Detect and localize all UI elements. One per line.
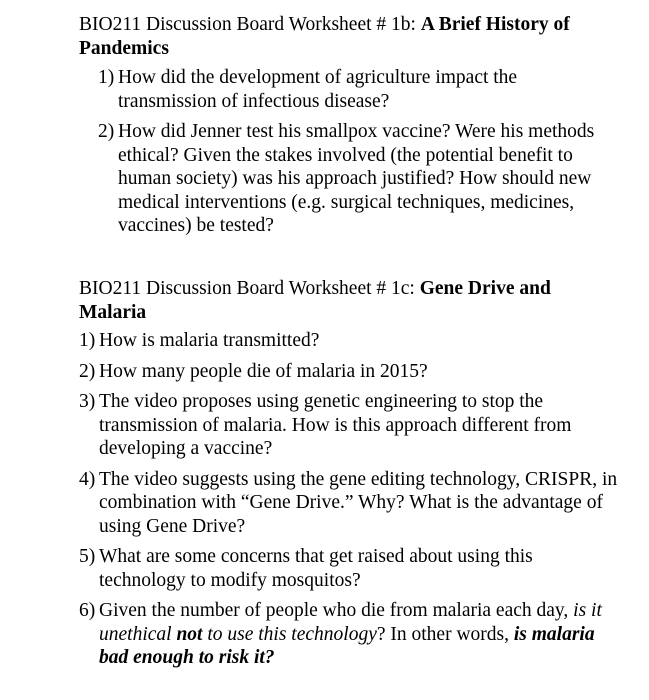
question-text-italic-2: to use this technology [202, 623, 377, 645]
question-text-italic-1: is it unethical [99, 600, 602, 645]
question-text-intro: Given the number of people who die from malaria each day, [99, 600, 574, 621]
question-number: 2) [98, 121, 115, 142]
question-text [99, 600, 602, 668]
worksheet-1c-question-6 [79, 599, 619, 670]
question-number: 2) [79, 360, 96, 382]
question-text: How did Jenner test his smallpox vaccine? Were his methods ethical? Given the stakes involved (the potential benefit to human society) was his approach justified? How should new medical interventions (e.g. surgical techniques, medicines, vaccines) be tested? [118, 121, 595, 236]
question-text: How did the development of agriculture impact the transmission of infectious disease? [118, 67, 518, 112]
question-text-plain: ? In other words, [376, 623, 514, 645]
question-number: 1) [98, 67, 115, 88]
worksheet-1b-question-2 [98, 120, 619, 238]
worksheet-1c-question-1 [79, 329, 619, 353]
worksheet-1b-heading [79, 13, 619, 60]
question-number: 6) [79, 600, 96, 621]
worksheet-1b-question-1 [98, 66, 619, 113]
worksheet-1c-heading-prefix: BIO211 Discussion Board Worksheet # 1c: [79, 278, 420, 299]
worksheet-1c-question-3 [79, 390, 619, 461]
question-text-emphasis-final: is malaria bad enough to risk it? [99, 623, 595, 668]
worksheet-1b-question-list [79, 66, 619, 238]
worksheet-1c-question-5 [79, 545, 619, 592]
question-text: The video proposes using genetic engineering to stop the transmission of malaria. How is this approach different from developing a vaccine? [99, 391, 572, 459]
question-text-emphasis-not: not [176, 623, 203, 645]
question-number: 1) [79, 330, 96, 351]
question-text: How is malaria transmitted? [99, 330, 320, 351]
question-text: The video suggests using the gene editing technology, CRISPR, in combination with “Gene Drive.” Why? What is the advantage of using Gene Drive? [99, 468, 618, 537]
question-text: What are some concerns that get raised about using this technology to modify mosquitos? [99, 546, 533, 591]
worksheet-1c-question-2 [79, 360, 619, 384]
worksheet-1b-section [79, 13, 619, 238]
worksheet-1c-heading [79, 277, 619, 324]
worksheet-1b-heading-prefix: BIO211 Discussion Board Worksheet # 1b: [79, 14, 421, 35]
question-number: 3) [79, 391, 96, 412]
worksheet-1c-section [79, 277, 619, 670]
worksheet-1c-question-4 [79, 468, 619, 539]
question-number: 4) [79, 468, 96, 490]
question-text: How many people die of malaria in 2015? [99, 360, 428, 382]
question-number: 5) [79, 546, 96, 567]
worksheet-1c-question-list [79, 329, 619, 670]
worksheet-1b-heading-title: A Brief History of Pandemics [79, 14, 570, 59]
worksheet-1c-heading-title: Gene Drive and Malaria [79, 278, 551, 323]
